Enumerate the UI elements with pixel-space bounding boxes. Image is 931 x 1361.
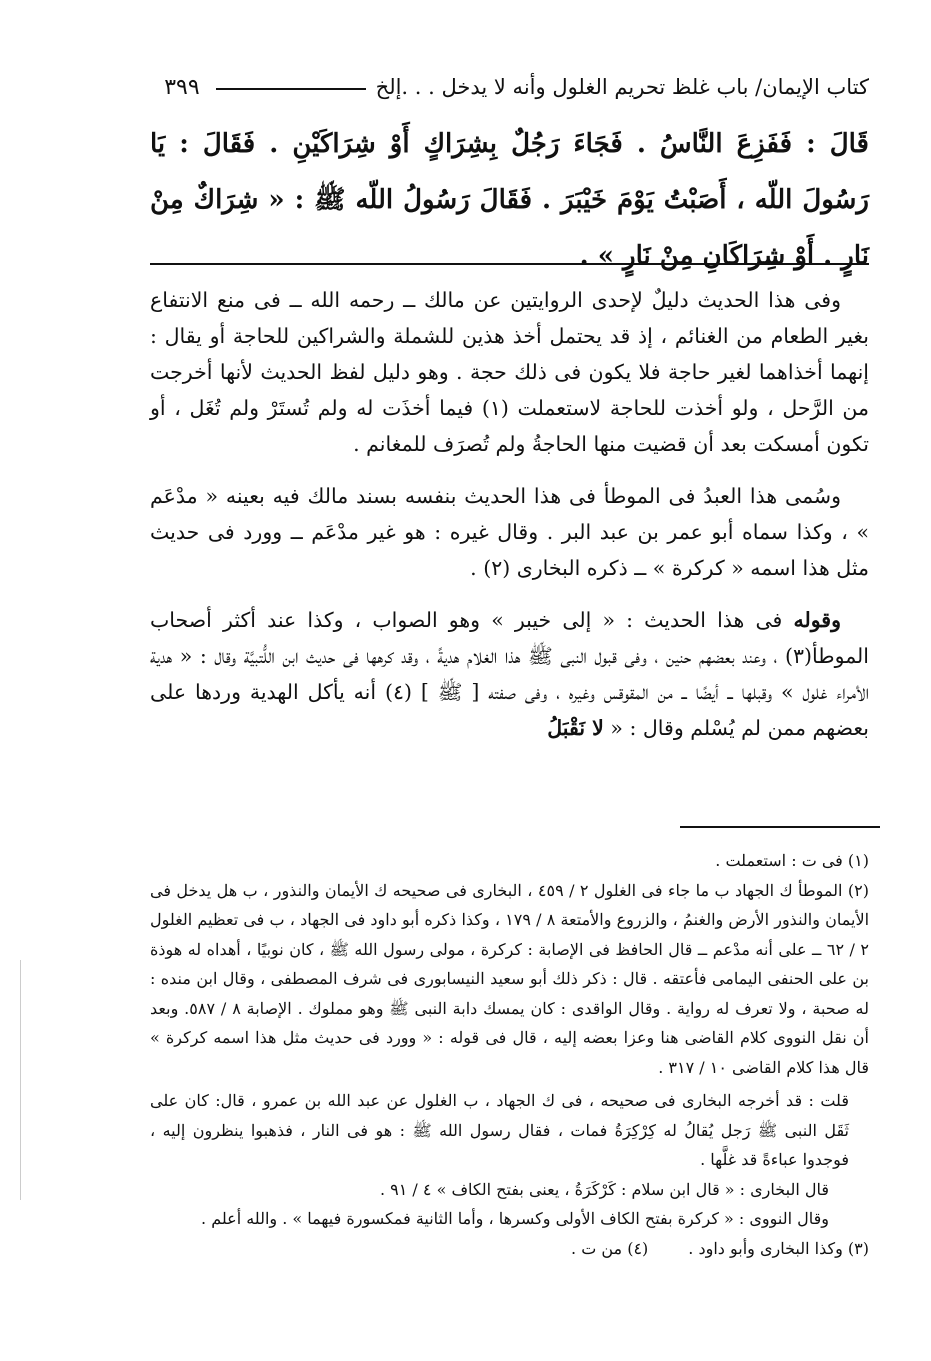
footnote-3: (٣) وكذا البخارى وأبو داود . — [688, 1238, 869, 1258]
hadith-text: قَالَ : فَفَزِعَ النَّاسُ . فَجَاءَ رَجُلٌ بِشِرَاكٍ أَوْ شِرَاكَيْنِ . فَقَالَ : يَا رَسُولَ اللّه ، أَصَبْتُ يَوْمَ خَيْبَرَ . فَقَالَ رَسُولُ اللّه ﷺ : « شِرَاكٌ مِنْ نَارٍ . أَوْ شِرَاكَانِ مِنْ نَارٍ » . — [150, 129, 869, 271]
footnote-2-nawawi: وقال النووى : « كركرة بفتح الكاف الأولى وكسرها ، وأما الثانية فمكسورة فيهما » . والله أعلم . — [201, 1209, 829, 1228]
footnote-row — [150, 1234, 869, 1264]
paragraph-3-end: لا نَقْبَلُ — [547, 716, 604, 740]
commentary-paragraph-3 — [150, 602, 869, 746]
scan-margin-line — [20, 960, 21, 1200]
header-title: كتاب الإيمان/ باب غلظ تحريم الغلول وأنه لا يدخل . . .إلخ — [375, 75, 869, 99]
commentary — [150, 282, 869, 762]
header-rule — [216, 88, 366, 90]
page-number: ٣٩٩ — [164, 74, 200, 100]
footnote-divider — [680, 826, 880, 828]
commentary-paragraph-1: وفى هذا الحديث دليلٌ لإحدى الروايتين عن مالك ــ رحمه الله ــ فى منع الانتفاع بغير الطعام من الغنائم ، إذ قد يحتمل أخذ هذين للشملة والشراكين للحاجة أو يقال : إنهما أخذاهما لغير حاجة فلا يكون فى ذلك حجة . وهو دليل لفظ الحديث لأنها أخرجت من الرَّحل ، ولو أخذت للحاجة لاستعملت (١) فيما أخذَت له ولم تُستَرْ ولم تُغَل ، أو تكون أمسكت بعد أن قضيت منها الحاجةُ ولم تُصرَف للمغانم . — [150, 288, 869, 456]
footnote-2: (٢) الموطأ ك الجهاد ب ما جاء فى الغلول ٢ / ٤٥٩ ، البخارى فى صحيحه ك الأيمان والنذور ، ب هل يدخل فى الأيمان والنذور الأرض والغنمُ ، والزروع والأمتعة ٨ / ١٧٩ ، وكذا ذكره أبو داود فى الجهاد ، ب فى تعظيم الغلول ٢ / ٦٢ ــ على أنه مدْعم ــ قال الحافظ فى الإصابة : كركرة ، مولى رسول الله ﷺ ، كان نوبيًا ، أهداه له هوذة بن على الحنفى اليمامى فأعتقه . قال : ذكر ذلك أبو سعيد النيسابورى فى شرف المصطفى ، وقال ابن منده : له صحبة ، ولا تعرف له رواية . وقال الواقدى : كان يمسك دابة النبى ﷺ وهو مملوك . الإصابة ٨ / ٥٨٧. وبعد أن نقل النووى كلام القاضى هنا وعزا بعضه إليه ، قال فى قوله : « وورد فى حديث مثل هذا اسمه كركرة » قال هذا كلام القاضى ١٠ / ٣١٧ . — [150, 880, 870, 1077]
commentary-paragraph-2: وسُمى هذا العبدُ فى الموطأ فى هذا الحديث بنفسه بسند مالك فيه بعينه « مدْعَم » ، وكذا سماه أبو عمر بن عبد البر . وقال غيره : هو غير مدْعَم ــ وورد فى حديث مثل هذا اسمه « كركرة » ــ ذكره البخارى (٢) . — [150, 484, 869, 580]
running-header — [150, 70, 869, 104]
footnote-1: (١) فى ت : استعملت . — [715, 851, 869, 870]
footnote-4: (٤) من ت . — [571, 1238, 649, 1258]
footnote-2-continuation: قلت : قد أخرجه البخارى فى صحيحه ، فى ك الجهاد ، ب الغلول عن عبد الله بن عمرو ، قال: كان على ثَقَل النبى ﷺ رَجل يُقالُ له كِرْكِرَةُ فمات ، فقال رسول الله ﷺ : هو فى النار ، فذهبوا ينظرون إليه ، فوجدوا عباءةً قد غلَّها . — [150, 1091, 849, 1169]
paragraph-lead-word: وقوله — [793, 608, 841, 632]
section-divider — [150, 263, 869, 265]
footnotes — [150, 846, 869, 1263]
paragraph-3-text: فى هذا الحديث : « إلى خيبر » وهو الصواب ، وكذا عند أكثر أصحاب الموطأ(٣) ، وعند بعضهم حنين ، وفى قبول النبى ﷺ هذا الغلام هديةً ، وقد كرهها فى حديث ابن اللُّتبيَّة وقال : « هدية الأمراء غلول » وقبلها ــ أيضًا ــ من المقوقس وغيره ، وفى صفته [ ﷺ ] (٤) أنه يأكل الهدية وردها على بعضهم ممن لم يُسْلم وقال : « — [150, 608, 869, 740]
footnote-2-bukhari: قال البخارى : « قال ابن سلام : كَرْكَرَةُ ، يعنى بفتح الكاف » ٤ / ٩١ . — [379, 1179, 829, 1199]
